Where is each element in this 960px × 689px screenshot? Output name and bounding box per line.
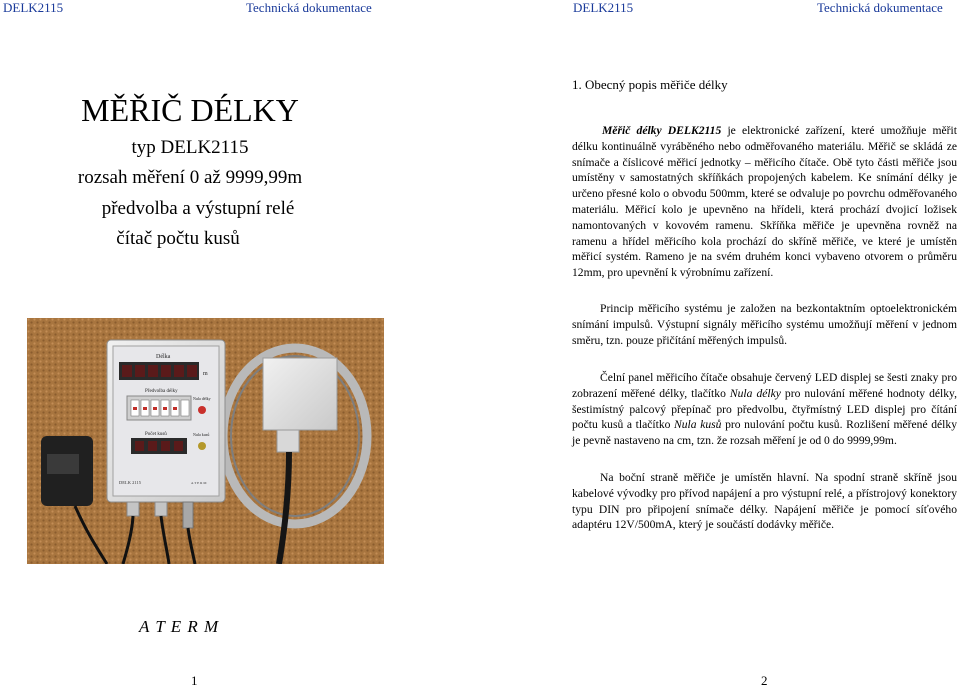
device-photo <box>27 318 384 564</box>
device-label-unit: m <box>203 371 208 377</box>
paragraph-3-em-zero-length: Nula délky <box>729 386 781 400</box>
page-number-left: 1 <box>191 673 198 688</box>
paragraph-2 <box>572 301 957 348</box>
header-left-code: DELK2115 <box>3 0 64 15</box>
zero-count-button[interactable] <box>198 442 206 450</box>
zero-length-button[interactable] <box>198 406 206 414</box>
device-label-maker: A T E R M <box>191 481 207 485</box>
header-right-code: DELK2115 <box>573 0 634 15</box>
device-label-zero-length: Nula délky <box>193 396 211 401</box>
subtitle-counter: čítač počtu kusů <box>116 228 240 249</box>
subtitle-relay: předvolba a výstupní relé <box>101 198 295 219</box>
paragraph-3 <box>572 370 957 449</box>
paragraph-3-text-b: pro nulování měřené hodnoty délky, šestimístný palcový přepínač pro předvolbu, čtyřmístný LED displej pro čítání počtu kusů a tlačítko <box>572 386 957 432</box>
paragraph-1 <box>572 123 957 281</box>
paragraph-3-em-zero-count: Nula kusů <box>674 418 722 432</box>
paragraph-3-text-c: pro nulování počtu kusů. Rozlišení měřené délky je pevně nastaveno na cm, tzn. že rozsah měření je od 0 do 9999,99m. <box>572 418 957 448</box>
header-right-doc: Technická dokumentace <box>817 0 943 15</box>
section-title: 1. Obecný popis měřiče délky <box>572 77 728 92</box>
subtitle-range: rozsah měření 0 až 9999,99m <box>77 167 303 188</box>
paragraph-1-text: je elektronické zařízení, které umožňuje měřit délku kontinuálně vyráběného nebo odměřovaného materiálu. Měřič se skládá ze snímače a číslicové měřicí jednotky – měřicího čítače. Obě tyto části měřiče jsou umístěny v samostatných skříňkách propojených kabelem. Ke snímání délky je určeno přesné kolo o obvodu 500mm, které se odvaluje po povrchu odměřovaného materiálu. Měřicí kolo je upevněno na hřídeli, která prochází dvojicí ložisek namontovaných v kovovém ramenu. Skříňka měřiče je upevněna rovněž na ramenu a hřídel měřicího kola prochází do skříně měřiče, ve které je umístěn měřicí systém. Rameno je na svém druhém konci vybaveno otvorem o průměru 12mm, pro upevnění k výrobnímu zařízení. <box>572 124 957 280</box>
device-label-length: Délka <box>156 354 171 360</box>
page-title: MĚŘIČ DÉLKY <box>81 92 299 128</box>
paragraph-4-text: Na boční straně měřiče je umístěn hlavní. Na spodní straně skříně jsou kabelové vývodky pro přívod napájení a pro výstupní relé, a přístrojový konektory typu DIN pro připojení snímače délky. Napájení měřiče je pomocí síťového adaptéru 12V/500mA, který je součástí dodávky měřiče. <box>572 471 957 532</box>
product-name: Měřič délky DELK2115 <box>602 124 722 137</box>
page-number-right: 2 <box>761 673 768 688</box>
paragraph-2-text: Princip měřicího systému je založen na bezkontaktním optoelektronickém snímání impulsů. Výstupní signály měřicího systému umožňují měření v jednom směru, tzn. pouze přičítání měřených impulsů. <box>572 302 957 347</box>
footer-brand: A T E R M <box>139 617 220 636</box>
paragraph-4 <box>572 470 957 533</box>
paragraph-3-text-a: Čelní panel měřicího čítače obsahuje červený LED displej se šesti znaky pro zobrazení měřené délky, tlačítko <box>572 371 957 400</box>
device-label-preset: Předvolba délky <box>145 389 178 394</box>
subtitle-type: typ DELK2115 <box>131 137 249 158</box>
device-label-count: Počet kusů <box>145 432 167 437</box>
device-label-zero-count: Nula kusů <box>193 432 210 437</box>
device-label-model: DELK 2115 <box>119 480 141 485</box>
header-left-doc: Technická dokumentace <box>246 0 372 15</box>
